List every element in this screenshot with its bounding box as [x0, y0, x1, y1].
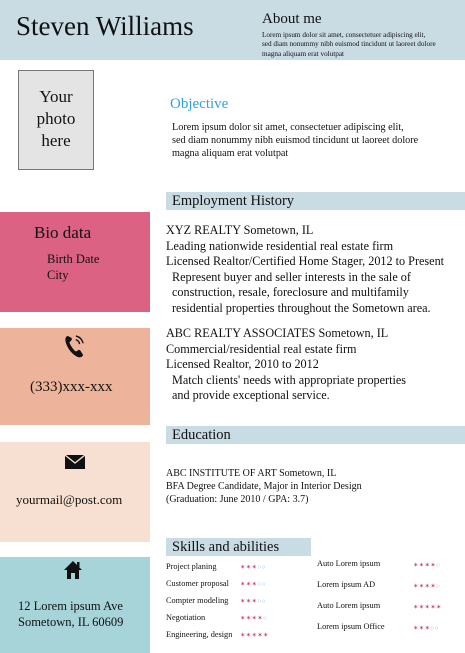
rating-star-filled-icon: ✶ [257, 615, 263, 622]
rating-star-filled-icon: ✶ [257, 632, 263, 639]
skill-name: Project planing [166, 562, 217, 571]
rating-star-filled-icon: ✶ [251, 615, 258, 622]
skill-name: Engineering, design [166, 630, 233, 639]
bio-city: City [47, 268, 69, 282]
education-details [166, 467, 362, 506]
bio-birth-date: Birth Date [47, 252, 100, 266]
rating-star-filled-icon: ✶ [245, 615, 252, 622]
skill-row [166, 578, 286, 595]
skills-right-column [317, 558, 457, 642]
job-role: Licensed Realtor/Certified Home Stager, 2012 to Present [166, 254, 445, 269]
address-line-2: Sometown, IL 60609 [18, 615, 124, 629]
email-address: yourmail@post.com [16, 492, 123, 507]
skill-row [317, 579, 457, 600]
photo-line: Your [39, 87, 73, 106]
rating-star-filled-icon: ✶ [245, 564, 252, 571]
bio-title: Bio data [34, 223, 92, 242]
skills-left-column [166, 561, 286, 646]
education-title: Education [172, 427, 231, 443]
employment-title: Employment History [172, 193, 295, 209]
skill-rating [413, 602, 442, 613]
rating-circle-empty-icon: ○ [257, 564, 262, 571]
rating-star-filled-icon: ✶ [418, 562, 425, 569]
skill-rating [413, 581, 440, 592]
education-line: BFA Degree Candidate, Major in Interior Design [166, 481, 362, 492]
rating-star-filled-icon: ✶ [245, 581, 252, 588]
rating-star-filled-icon: ✶ [251, 632, 258, 639]
rating-star-filled-icon: ✶ [413, 625, 419, 632]
skill-rating [240, 596, 266, 607]
rating-star-filled-icon: ✶ [418, 625, 425, 632]
skill-row [166, 612, 286, 629]
objective-title: Objective [170, 96, 229, 112]
skill-name: Lorem ipsum Office [317, 622, 385, 631]
skill-row [166, 561, 286, 578]
rating-circle-empty-icon: ○ [261, 564, 266, 571]
about-line: Lorem ipsum dolor sit amet, consectetuer adipiscing elit, [262, 31, 426, 39]
skill-row [317, 600, 457, 621]
rating-star-filled-icon: ✶ [263, 632, 269, 639]
job-company: ABC REALTY ASSOCIATES Sometown, IL [166, 326, 389, 340]
skill-name: Auto Lorem ipsum [317, 559, 381, 568]
employment-job-2 [166, 326, 406, 404]
rating-star-filled-icon: ✶ [424, 583, 431, 590]
about-line: sed diam nonummy nibh euismod tincidunt ut laoreet dolore [262, 40, 436, 49]
rating-star-filled-icon: ✶ [424, 604, 431, 611]
rating-star-filled-icon: ✶ [430, 583, 436, 590]
rating-star-filled-icon: ✶ [418, 583, 425, 590]
rating-star-filled-icon: ✶ [251, 598, 258, 605]
skill-rating [413, 623, 439, 634]
rating-circle-empty-icon: ○ [434, 625, 439, 632]
skill-row [317, 558, 457, 579]
about-title: About me [262, 11, 322, 27]
job-detail: residential properties throughout the Sometown area. [172, 300, 431, 315]
address-line-1: 12 Lorem ipsum Ave [18, 599, 123, 613]
photo-line: photo [36, 109, 76, 128]
skill-name: Lorem ipsum AD [317, 580, 376, 589]
rating-star-filled-icon: ✶ [240, 564, 246, 571]
skills-title: Skills and abilities [172, 539, 280, 555]
rating-star-filled-icon: ✶ [240, 581, 246, 588]
job-role: Licensed Realtor, 2010 to 2012 [166, 357, 319, 372]
rating-circle-empty-icon: ○ [430, 625, 435, 632]
rating-star-filled-icon: ✶ [413, 562, 419, 569]
rating-star-filled-icon: ✶ [245, 598, 252, 605]
phone-number: (333)xxx-xxx [30, 379, 113, 395]
skill-row [317, 621, 457, 642]
skill-rating [240, 562, 266, 573]
rating-star-filled-icon: ✶ [240, 598, 246, 605]
skill-name: Negotiation [166, 613, 206, 622]
education-line: (Graduation: June 2010 / GPA: 3.7) [166, 494, 309, 505]
objective-line: sed diam nonummy nibh euismod tincidunt ut laoreet dolore [172, 135, 419, 146]
about-text [262, 31, 457, 59]
rating-circle-empty-icon: ○ [261, 581, 266, 588]
rating-star-filled-icon: ✶ [240, 632, 246, 639]
education-line: ABC INSTITUTE OF ART Sometown, IL [166, 468, 337, 479]
objective-line: Lorem ipsum dolor sit amet, consectetuer adipiscing elit, [172, 122, 404, 133]
rating-star-filled-icon: ✶ [251, 581, 258, 588]
job-description: Leading nationwide residential real estate firm [166, 238, 394, 253]
job-detail: and provide exceptional service. [172, 388, 330, 403]
envelope-icon [65, 455, 85, 469]
photo-line: here [41, 131, 71, 150]
skill-row [166, 629, 286, 646]
rating-star-filled-icon: ✶ [430, 562, 436, 569]
job-detail: Match clients' needs with appropriate properties [172, 372, 407, 387]
skill-rating [413, 560, 440, 571]
job-detail: Represent buyer and seller interests in the sale of [172, 269, 411, 284]
rating-circle-empty-icon: ○ [263, 615, 268, 622]
rating-circle-empty-icon: ○ [436, 583, 441, 590]
skill-row [166, 595, 286, 612]
job-company: XYZ REALTY Sometown, IL [166, 223, 314, 237]
about-line: magna aliquam erat volutpat [262, 49, 345, 58]
rating-star-filled-icon: ✶ [413, 604, 419, 611]
skill-rating [240, 630, 269, 641]
job-description: Commercial/residential real estate firm [166, 341, 357, 356]
skill-name: Auto Lorem ipsum [317, 601, 381, 610]
rating-star-filled-icon: ✶ [424, 625, 431, 632]
rating-star-filled-icon: ✶ [424, 562, 431, 569]
skill-name: Customer proposal [166, 579, 229, 588]
home-icon [63, 560, 83, 580]
rating-star-filled-icon: ✶ [245, 632, 252, 639]
rating-star-filled-icon: ✶ [436, 604, 442, 611]
rating-star-filled-icon: ✶ [240, 615, 246, 622]
rating-star-filled-icon: ✶ [413, 583, 419, 590]
skill-rating [240, 579, 266, 590]
photo-placeholder-text [18, 86, 94, 152]
skill-rating [240, 613, 267, 624]
person-name: Steven Williams [16, 11, 194, 41]
job-detail: construction, resale, foreclosure and multifamily [172, 285, 409, 300]
rating-circle-empty-icon: ○ [261, 598, 266, 605]
rating-circle-empty-icon: ○ [257, 598, 262, 605]
rating-star-filled-icon: ✶ [430, 604, 436, 611]
phone-icon [63, 333, 85, 359]
objective-text [172, 121, 437, 160]
rating-circle-empty-icon: ○ [436, 562, 441, 569]
rating-circle-empty-icon: ○ [257, 581, 262, 588]
rating-star-filled-icon: ✶ [251, 564, 258, 571]
employment-job-1 [166, 223, 444, 317]
objective-line: magna aliquam erat volutpat [172, 148, 289, 159]
rating-star-filled-icon: ✶ [418, 604, 425, 611]
skill-name: Compter modeling [166, 596, 229, 605]
